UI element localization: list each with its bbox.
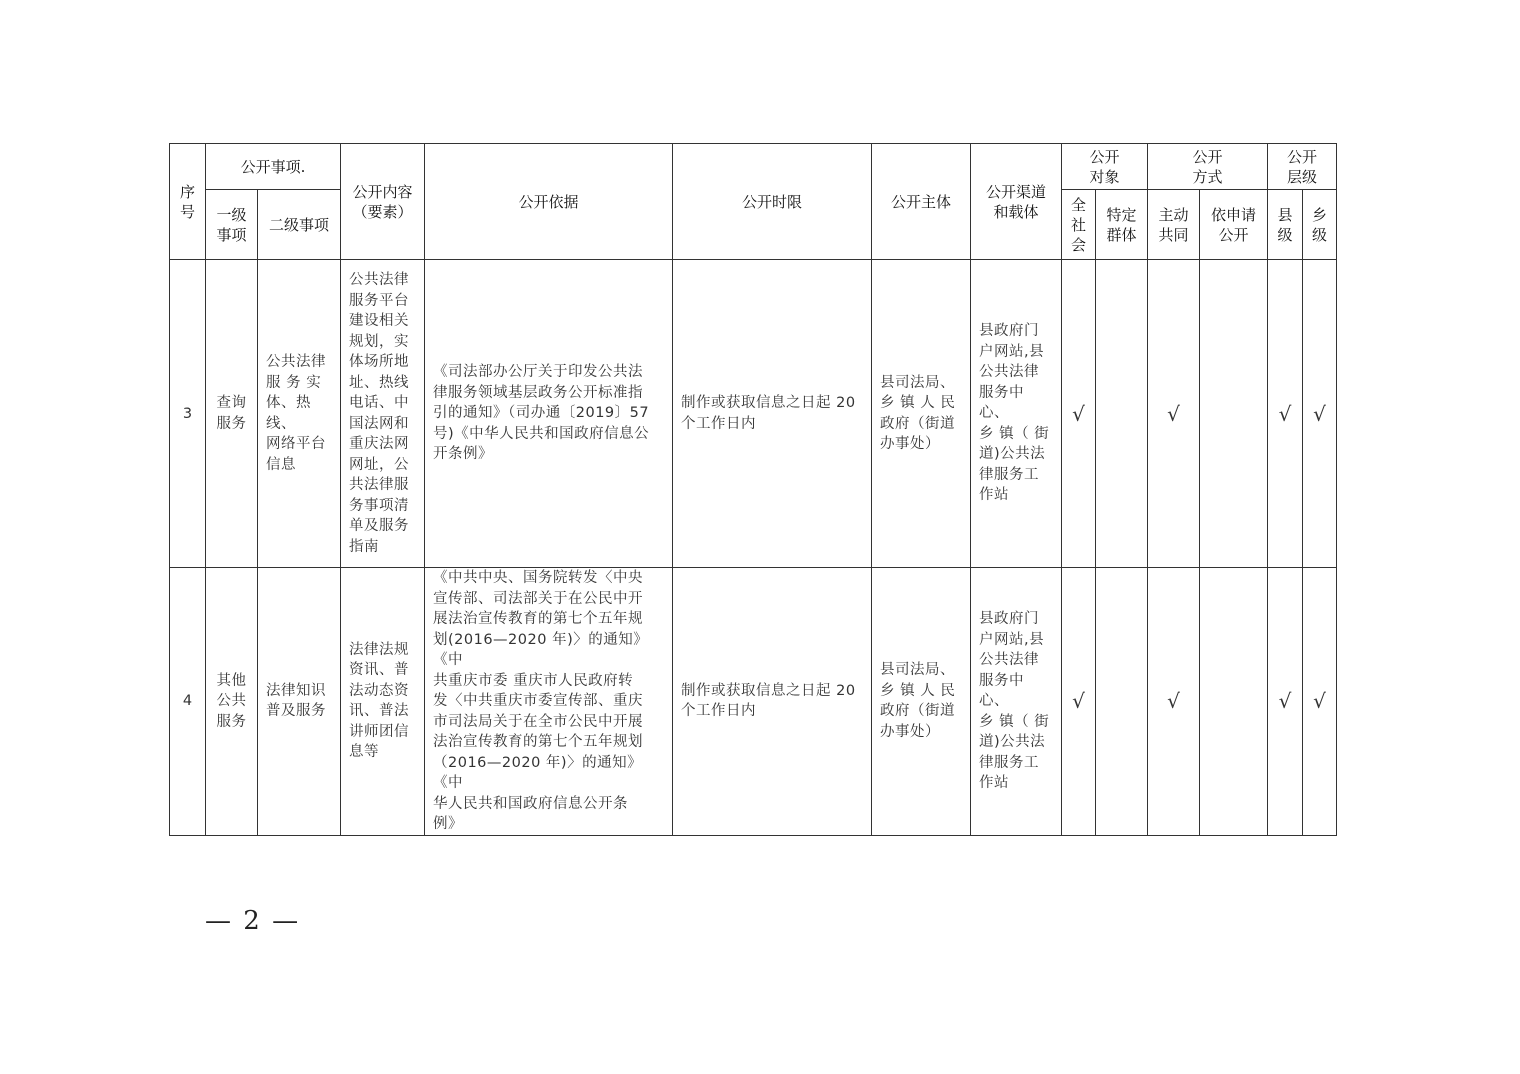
header-level2: 二级事项 xyxy=(258,190,341,260)
header-proactive: 主动 共同 xyxy=(1148,190,1200,260)
header-basis: 公开依据 xyxy=(425,144,673,260)
row-time-limit: 制作或获取信息之日起 20 个工作日内 xyxy=(673,568,872,836)
check-specific-group xyxy=(1096,260,1148,568)
check-county: √ xyxy=(1268,568,1303,836)
header-on-request: 依申请 公开 xyxy=(1200,190,1268,260)
row-level2: 法律知识 普及服务 xyxy=(258,568,341,836)
header-township: 乡 级 xyxy=(1303,190,1337,260)
header-row-1 xyxy=(170,144,1337,190)
check-township: √ xyxy=(1303,568,1337,836)
header-channel: 公开渠道 和载体 xyxy=(971,144,1062,260)
row-channel: 县政府门 户网站,县 公共法律 服务中心、 乡 镇（ 街 道)公共法 律服务工 作站 xyxy=(971,568,1062,836)
check-township: √ xyxy=(1303,260,1337,568)
check-county: √ xyxy=(1268,260,1303,568)
header-time-limit: 公开时限 xyxy=(673,144,872,260)
check-all-society: √ xyxy=(1062,568,1096,836)
header-level1: 一级 事项 xyxy=(206,190,258,260)
row-content: 法律法规 资讯、普 法动态资 讯、普法 讲师团信 息等 xyxy=(341,568,425,836)
disclosure-table xyxy=(169,143,1337,836)
check-proactive: √ xyxy=(1148,568,1200,836)
row-level1: 其他 公共 服务 xyxy=(206,568,258,836)
check-on-request xyxy=(1200,568,1268,836)
row-level2: 公共法律 服 务 实 体、热线、 网络平台 信息 xyxy=(258,260,341,568)
table-row xyxy=(170,568,1337,836)
row-seq: 3 xyxy=(170,260,206,568)
check-proactive: √ xyxy=(1148,260,1200,568)
row-seq: 4 xyxy=(170,568,206,836)
row-subject: 县司法局、 乡 镇 人 民 政府（街道 办事处） xyxy=(872,260,971,568)
check-all-society: √ xyxy=(1062,260,1096,568)
check-specific-group xyxy=(1096,568,1148,836)
header-content: 公开内容 （要素） xyxy=(341,144,425,260)
header-seq: 序 号 xyxy=(170,144,206,260)
table-row xyxy=(170,260,1337,568)
page-number: — 2 — xyxy=(205,906,301,936)
header-all-society: 全 社 会 xyxy=(1062,190,1096,260)
header-level-group: 公开 层级 xyxy=(1268,144,1337,190)
row-basis: 《司法部办公厅关于印发公共法 律服务领域基层政务公开标准指 引的通知》（司办通〔2019〕57 号)《中华人民共和国政府信息公 开条例》 xyxy=(425,260,673,568)
header-specific-group: 特定 群体 xyxy=(1096,190,1148,260)
header-county: 县 级 xyxy=(1268,190,1303,260)
row-content: 公共法律 服务平台 建设相关 规划，实 体场所地 址、热线 电话、中 国法网和 重庆法网 网址，公 共法律服 务事项清 单及服务 指南 xyxy=(341,260,425,568)
row-time-limit: 制作或获取信息之日起 20 个工作日内 xyxy=(673,260,872,568)
header-object-group: 公开 对象 xyxy=(1062,144,1148,190)
header-method-group: 公开 方式 xyxy=(1148,144,1268,190)
header-subject: 公开主体 xyxy=(872,144,971,260)
row-basis: 《中共中央、国务院转发〈中央 宣传部、司法部关于在公民中开 展法治宣传教育的第七个五年规 划(2016—2020 年)〉的通知》《中 共重庆市委 重庆市人民政府转 发〈中共重庆市委宣传部、重庆 市司法局关于在全市公民中开展 法治宣传教育的第七个五年规划 （2016—2020 年)〉的通知》《中 华人民共和国政府信息公开条 例》 xyxy=(425,568,673,836)
row-channel: 县政府门 户网站,县 公共法律 服务中心、 乡 镇（ 街 道)公共法 律服务工 作站 xyxy=(971,260,1062,568)
header-items-group: 公开事项. xyxy=(206,144,341,190)
check-on-request xyxy=(1200,260,1268,568)
row-level1: 查询 服务 xyxy=(206,260,258,568)
row-subject: 县司法局、 乡 镇 人 民 政府（街道 办事处） xyxy=(872,568,971,836)
